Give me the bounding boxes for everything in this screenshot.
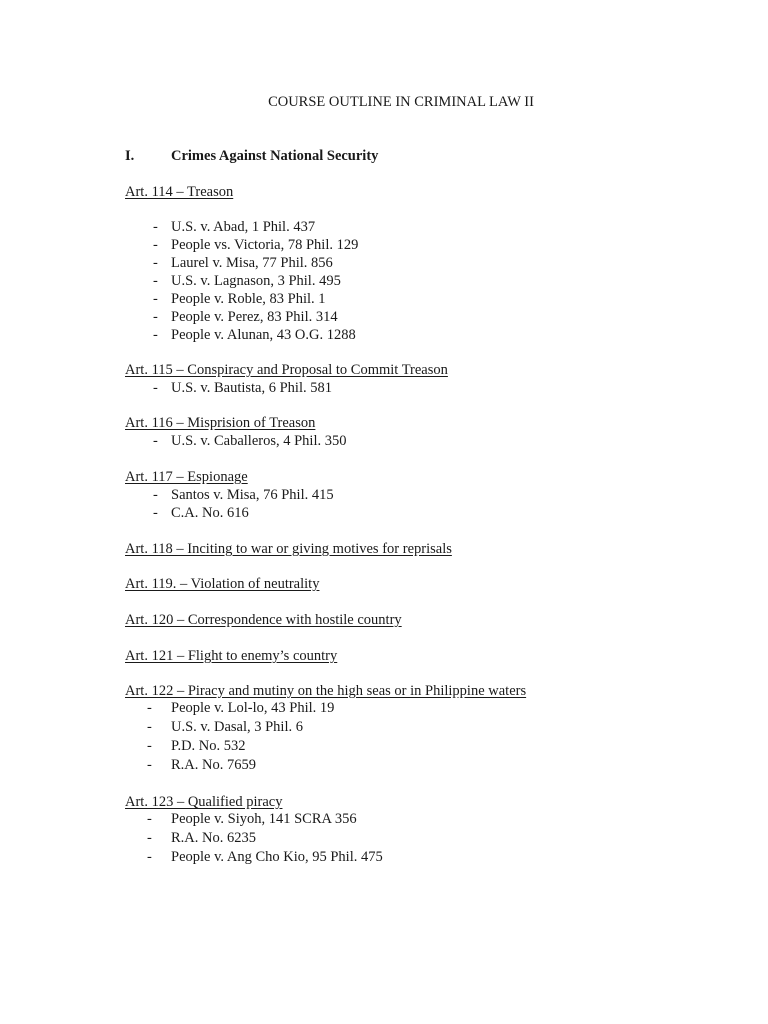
article-heading: Art. 121 – Flight to enemy’s country bbox=[125, 648, 338, 664]
case-citation: U.S. v. Lagnason, 3 Phil. 495 bbox=[171, 273, 341, 289]
bullet-dash: - bbox=[153, 309, 158, 325]
article-heading: Art. 114 – Treason bbox=[125, 184, 234, 200]
case-citation: C.A. No. 616 bbox=[171, 505, 249, 521]
case-citation: R.A. No. 6235 bbox=[171, 830, 256, 846]
bullet-dash: - bbox=[147, 849, 152, 865]
article-heading: Art. 123 – Qualified piracy bbox=[125, 794, 283, 810]
case-citation: People v. Siyoh, 141 SCRA 356 bbox=[171, 811, 357, 827]
bullet-dash: - bbox=[153, 237, 158, 253]
bullet-dash: - bbox=[147, 757, 152, 773]
case-citation: P.D. No. 532 bbox=[171, 738, 246, 754]
case-citation: People v. Alunan, 43 O.G. 1288 bbox=[171, 327, 356, 343]
case-citation: U.S. v. Abad, 1 Phil. 437 bbox=[171, 219, 316, 235]
case-citation: U.S. v. Caballeros, 4 Phil. 350 bbox=[171, 433, 347, 449]
article-heading: Art. 122 – Piracy and mutiny on the high seas or in Philippine waters bbox=[125, 683, 527, 699]
article-heading: Art. 118 – Inciting to war or giving motives for reprisals bbox=[125, 541, 452, 557]
case-citation: People v. Ang Cho Kio, 95 Phil. 475 bbox=[171, 849, 383, 865]
case-citation: People v. Lol-lo, 43 Phil. 19 bbox=[171, 700, 335, 716]
article-heading: Art. 120 – Correspondence with hostile country bbox=[125, 612, 402, 628]
case-citation: People vs. Victoria, 78 Phil. 129 bbox=[171, 237, 359, 253]
bullet-dash: - bbox=[153, 255, 158, 271]
article-heading: Art. 117 – Espionage bbox=[125, 469, 248, 485]
document-title: COURSE OUTLINE IN CRIMINAL LAW II bbox=[268, 94, 534, 110]
article-heading: Art. 115 – Conspiracy and Proposal to Commit Treason bbox=[125, 362, 448, 378]
case-citation: People v. Perez, 83 Phil. 314 bbox=[171, 309, 338, 325]
case-citation: People v. Roble, 83 Phil. 1 bbox=[171, 291, 326, 307]
case-citation: Santos v. Misa, 76 Phil. 415 bbox=[171, 487, 334, 503]
section-heading bbox=[125, 147, 378, 165]
bullet-dash: - bbox=[147, 830, 152, 846]
bullet-dash: - bbox=[153, 487, 158, 503]
bullet-dash: - bbox=[147, 700, 152, 716]
section-number: I. bbox=[125, 148, 135, 164]
bullet-dash: - bbox=[153, 273, 158, 289]
article-heading: Art. 119. – Violation of neutrality bbox=[125, 576, 320, 592]
case-citation: U.S. v. Bautista, 6 Phil. 581 bbox=[171, 380, 332, 396]
bullet-dash: - bbox=[147, 719, 152, 735]
bullet-dash: - bbox=[153, 505, 158, 521]
case-citation: U.S. v. Dasal, 3 Phil. 6 bbox=[171, 719, 303, 735]
case-citation: Laurel v. Misa, 77 Phil. 856 bbox=[171, 255, 333, 271]
bullet-dash: - bbox=[153, 291, 158, 307]
bullet-dash: - bbox=[153, 327, 158, 343]
bullet-dash: - bbox=[153, 433, 158, 449]
bullet-dash: - bbox=[153, 219, 158, 235]
case-citation: R.A. No. 7659 bbox=[171, 757, 256, 773]
bullet-dash: - bbox=[153, 380, 158, 396]
section-title: Crimes Against National Security bbox=[171, 148, 379, 164]
bullet-dash: - bbox=[147, 811, 152, 827]
bullet-dash: - bbox=[147, 738, 152, 754]
article-heading: Art. 116 – Misprision of Treason bbox=[125, 415, 316, 431]
